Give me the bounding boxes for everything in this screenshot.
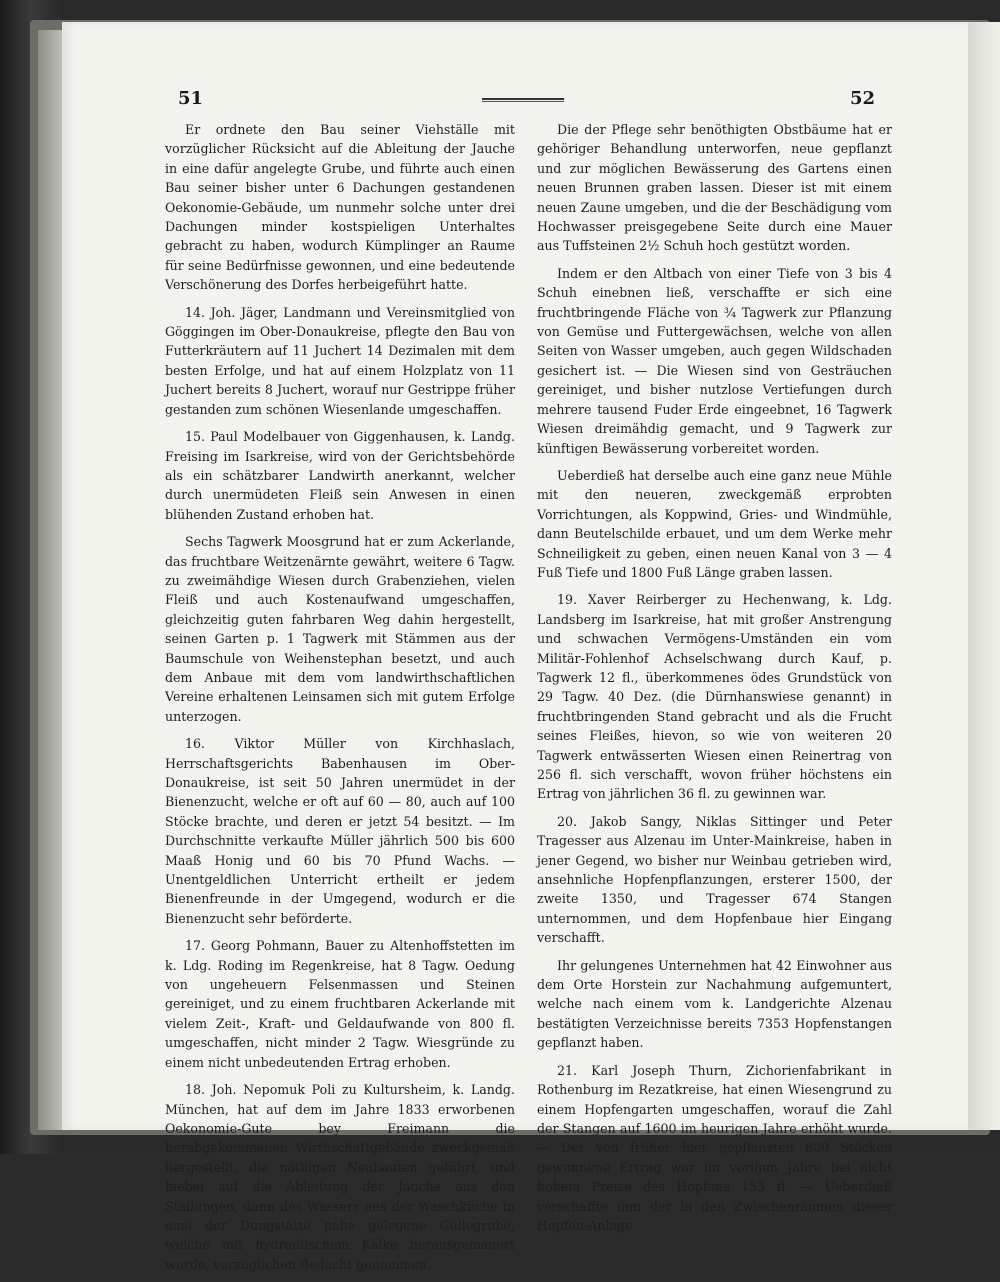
paragraph: Ihr gelungenes Unternehmen hat 42 Einwohner aus dem Orte Horstein zur Nachahmung aufgemuntert, welche nach einem vom k. Landgerichte Alzenau bestätigten Verzeichnisse bereits 7353 Hopfenstangen gepflanzt haben.: [537, 957, 892, 1051]
paragraph: 21. Karl Joseph Thurn, Zichorienfabrikant in Rothenburg im Rezatkreise, hat einen Wiesengrund zu einem Hopfengarten umgeschaffen, worauf die Zahl der Stangen auf 1600 im heurigen Jahre erhöht wurde. — Der von früher hier gepflanzten 800 Stöcken gewonnene Ertrag war im vorigen Jahre bei nicht hohem Preise des Hopfens 153 fl. — Ueberdieß verschaffte ihm der in den Zwischenräumen dieser Hopfen-Anlage: [537, 1062, 892, 1233]
paragraph: 17. Georg Pohmann, Bauer zu Altenhoffstetten im k. Ldg. Roding im Regenkreise, hat 8 Tagw. Oedung von ungeheuern Felsenmassen und Steinen gereiniget, und zu einem fruchtbaren Ackerlande mit vielem Zeit-, Kraft- und Geldaufwande von 800 fl. umgeschaffen, nicht minder 2 Tagw. Wiesgründe zu einem nicht unbedeutenden Ertrag erhoben.: [165, 938, 515, 1070]
paragraph: Die der Pflege sehr benöthigten Obstbäume hat er gehöriger Behandlung unterworfen, neue gepflanzt und zur möglichen Bewässerung des Gartens einen neuen Brunnen graben lassen. Dieser ist mit einem neuen Zaune umgeben, und die der Beschädigung vom Hochwasser preisgegebene Seite durch eine Mauer aus Tuffsteinen 2½ Schuh hoch gestützt worden.: [537, 122, 892, 254]
paragraph: Ueberdieß hat derselbe auch eine ganz neue Mühle mit den neueren, zweckgemäß erprobten Vorrichtungen, als Koppwind, Gries- und Windmühle, dann Beutelschilde erbauet, und um dem Werke mehr Schneiligkeit zu geben, einen neuen Kanal von 3 — 4 Fuß Tiefe und 1800 Fuß Länge graben lassen.: [537, 467, 892, 580]
paragraph: Sechs Tagwerk Moosgrund hat er zum Ackerlande, das fruchtbare Weitzenärnte gewährt, weitere 6 Tagw. zu zweimähdige Wiesen durch Grabenziehen, vielen Fleiß und auch Kostenaufwand umgeschaffen, gleichzeitig guten fahrbaren Weg dahin hergestellt, seinen Garten p. 1 Tagwerk mit Stämmen aus der Baumschule von Weihenstephan besetzt, und auch dem Anbaue mit dem vom landwirthschaftlichen Vereine erhaltenen Leinsamen sich mit gutem Erfolge unterzogen.: [165, 534, 515, 724]
paragraph: 16. Viktor Müller von Kirchhaslach, Herrschaftsgerichts Babenhausen im Ober-Donaukreise, ist seit 50 Jahren unermüdet in der Bienenzucht, welche er oft auf 60 — 80, auch auf 100 Stöcke brachte, und deren er jetzt 54 besitzt. — Im Durchschnitte verkaufte Müller jährlich 500 bis 600 Maaß Honig und 60 bis 70 Pfund Wachs. — Unentgeldlichen Unterricht ertheilt er jedem Bienenfreunde in der Umgegend, wodurch er die Bienenzucht sehr beförderte.: [165, 736, 515, 926]
paragraph: 18. Joh. Nepomuk Poli zu Kultursheim, k. Landg. München, hat auf dem im Jahre 1833 erworbenen Oekonomie-Gute bey Freimann die herabgekommenen Wirthschaftgebäude zweckgemäß hergestellt, die nöthigen Neubauten geführt, und hiebei auf die Ableitung der Jauche aus den Stallungen, dann des Wassers aus der Waschküche in eine der Dungstätte nahe gelegene Güllegrube, welche mit hydraulischem Kalke herausgemauert wurde, vorzüglichen Bedacht genommen.: [165, 1082, 515, 1272]
paragraph: 15. Paul Modelbauer von Giggenhausen, k. Landg. Freising im Isarkreise, wird von der Gerichtsbehörde als ein schätzbarer Landwirth anerkannt, welcher durch unermüdeten Fleiß sein Anwesen in einen blühenden Zustand erhoben hat.: [165, 429, 515, 522]
left-column: [165, 120, 515, 1282]
left-page-number: 51: [178, 88, 204, 109]
paragraph: 19. Xaver Reirberger zu Hechenwang, k. Ldg. Landsberg im Isarkreise, hat mit großer Anstrengung und schwachen Vermögens-Umständen ein vom Militär-Fohlenhof Achselschwang durch Kauf, p. Tagwerk 12 fl., überkommenes ödes Grundstück von 29 Tagw. 40 Dez. (die Dürnhanswiese genannt) in fruchtbringenden Stand gebracht und als die Frucht seines Fleißes, hievon, so wie von weiteren 20 Tagwerk entwässerten Wiesen einen Reinertrag von 256 fl. sich verschafft, wovon früher höchstens ein Ertrag von jährlichen 36 fl. zu gewinnen war.: [537, 592, 892, 802]
header-rule-thin: [482, 101, 564, 102]
paragraph: 20. Jakob Sangy, Niklas Sittinger und Peter Tragesser aus Alzenau im Unter-Mainkreise, haben in jener Gegend, wo bisher nur Weinbau getrieben wird, ansehnliche Hopfenpflanzungen, ersterer 1500, der zweite 1350, und Tragesser 674 Stangen unternommen, und dem Hopfenbaue hier Eingang verschafft.: [537, 813, 892, 946]
next-page-edge: [968, 22, 1000, 1130]
paragraph: 14. Joh. Jäger, Landmann und Vereinsmitglied von Göggingen im Ober-Donaukreise, pflegte den Bau von Futterkräutern auf 11 Juchert 14 Dezimalen mit dem besten Erfolge, und hat auf einem Holzplatz von 11 Juchert bereits 8 Juchert, worauf nur Gestrippe früher gestanden zum schönen Wiesenlande umgeschaffen.: [165, 304, 515, 417]
right-page-number: 52: [850, 88, 876, 109]
header-rule: [482, 98, 564, 100]
paragraph: Indem er den Altbach von einer Tiefe von 3 bis 4 Schuh einebnen ließ, verschaffte er sich eine fruchtbringende Fläche von ¾ Tagwerk zur Pflanzung von Gemüse und Futtergewächsen, welche von allen Seiten von Wasser umgeben, auch gegen Wildschaden gesichert ist. — Die Wiesen sind von Gesträuchen gereiniget, und bisher nutzlose Vertiefungen durch mehrere tausend Fuder Erde eingeebnet, 16 Tagwerk Wiesen dreimähdig gemacht, und 9 Tagwerk zur künftigen Bewässerung vorbereitet worden.: [537, 265, 892, 456]
paragraph: Er ordnete den Bau seiner Viehställe mit vorzüglicher Rücksicht auf die Ableitung der Jauche in eine dafür angelegte Grube, und führte auch einen Bau seiner bisher unter 6 Dachungen gestandenen Oekonomie-Gebäude, um nunmehr solche unter drei Dachungen minder kostspieligen Unterhaltes gebracht zu haben, wodurch Kümplinger an Raume für seine Bedürfnisse gewonnen, und eine bedeutende Verschönerung des Dorfes herbeigeführt hatte.: [165, 122, 515, 293]
right-column: [537, 120, 892, 1243]
